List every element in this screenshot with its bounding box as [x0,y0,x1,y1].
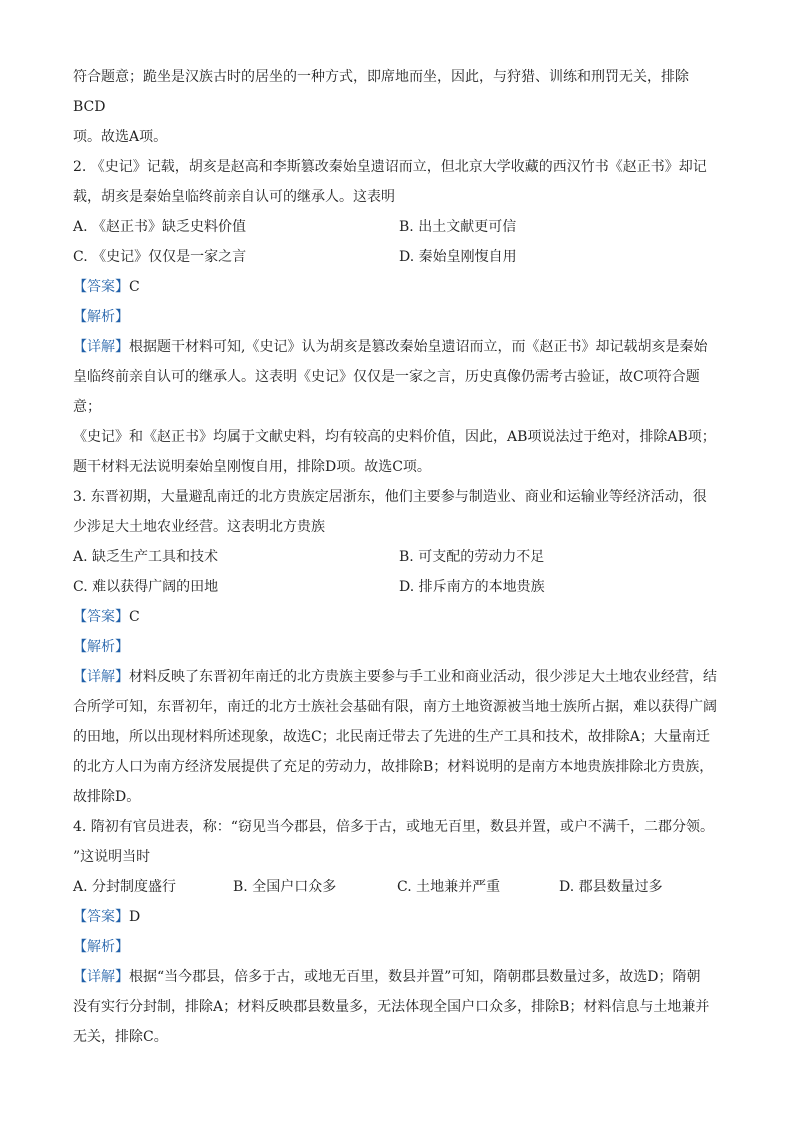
option-d: D. 郡县数量过多 [559,879,663,895]
detail-line [73,332,721,362]
question-stem: ”这说明当时 [73,849,151,865]
detail-text: 《史记》和《赵正书》均属于文献史料，均有较高的史料价值，因此，AB项说法过于绝对，排除AB项； [73,429,716,445]
answer-value: C [129,609,140,625]
detail-text: 皇临终前亲自认可的继承人。这表明《史记》仅仅是一家之言，历史真像仍需考古验证，故C项符合题意； [73,369,700,415]
detail-text: 故排除D。 [73,789,141,805]
answer-line [73,272,721,302]
analysis-tag: 【解析】 [73,939,129,955]
detail-text: 合所学可知，东晋初年，南迁的北方士族社会基础有限，南方土地资源被当地士族所占据，难以获得广阔 [73,699,717,715]
detail-tag: 【详解】 [73,969,129,985]
option-c: C. 土地兼并严重 [397,879,501,895]
analysis-tag: 【解析】 [73,309,129,325]
option-c: C. 《史记》仅仅是一家之言 [73,249,247,265]
option-d: D. 排斥南方的本地贵族 [399,579,545,595]
options [73,872,721,902]
detail-tag: 【详解】 [73,669,129,685]
option-b: B. 全国户口众多 [233,879,337,895]
detail-line [73,662,721,692]
option-a: A. 分封制度盛行 [73,879,177,895]
detail-text: 无关，排除C。 [73,1029,168,1045]
option-b: B. 出土文献更可信 [399,219,517,235]
detail-text: 的北方人口为南方经济发展提供了充足的劳动力，故排除B；材料说明的是南方本地贵族排除北方贵族， [73,759,714,775]
option-b: B. 可支配的劳动力不足 [399,549,545,565]
question-stem: 4. 隋初有官员进表，称：“窃见当今郡县，倍多于古，或地无百里，数县并置，或户不满千，二郡分领。 [73,819,714,835]
question-stem: 3. 东晋初期，大量避乱南迁的北方贵族定居浙东，他们主要参与制造业、商业和运输业等经济活动，很 [73,489,707,505]
question-stem: 载，胡亥是秦始皇临终前亲自认可的继承人。这表明 [73,189,395,205]
detail-line [73,962,721,992]
answer-tag: 【答案】 [73,909,129,925]
question-4 [73,812,721,1052]
detail-text: 根据“当今郡县，倍多于古，或地无百里，数县并置”可知，隋朝郡县数量过多，故选D；隋朝 [129,969,701,985]
question-stem: 少涉足大土地农业经营。这表明北方贵族 [73,519,325,535]
detail-tag: 【详解】 [73,339,129,355]
answer-tag: 【答案】 [73,279,129,295]
options [73,542,721,602]
text-line: 符合题意；跪坐是汉族古时的居坐的一种方式，即席地而坐，因此，与狩猎、训练和刑罚无关，排除BCD [73,69,689,115]
answer-line [73,602,721,632]
detail-text: 的田地，所以出现材料所述现象，故选C；北民南迁带去了先进的生产工具和技术，故排除A；大量南迁 [73,729,710,745]
detail-text: 没有实行分封制，排除A；材料反映郡县数量多，无法体现全国户口众多，排除B；材料信息与土地兼并 [73,999,710,1015]
detail-text: 根据题干材料可知,《史记》认为胡亥是篡改秦始皇遗诏而立，而《赵正书》却记载胡亥是秦始 [129,339,708,355]
option-c: C. 难以获得广阔的田地 [73,579,219,595]
answer-line [73,902,721,932]
answer-tag: 【答案】 [73,609,129,625]
analysis-tag: 【解析】 [73,639,129,655]
text-line: 项。故选A项。 [73,129,168,145]
detail-text: 材料反映了东晋初年南迁的北方贵族主要参与手工业和商业活动，很少涉足大土地农业经营，结 [129,669,717,685]
question-2 [73,152,721,482]
document-page [73,62,721,1052]
intro-continuation [73,62,721,152]
answer-value: C [129,279,140,295]
options [73,212,721,272]
question-3 [73,482,721,812]
option-d: D. 秦始皇刚愎自用 [399,249,517,265]
analysis-line [73,302,721,332]
detail-text: 题干材料无法说明秦始皇刚愎自用，排除D项。故选C项。 [73,459,431,475]
option-a: A. 缺乏生产工具和技术 [73,549,219,565]
question-stem: 2. 《史记》记载，胡亥是赵高和李斯篡改秦始皇遗诏而立，但北京大学收藏的西汉竹书《赵正书》却记 [73,159,707,175]
answer-value: D [129,909,141,925]
analysis-line [73,632,721,662]
analysis-line [73,932,721,962]
option-a: A. 《赵正书》缺乏史料价值 [73,219,247,235]
